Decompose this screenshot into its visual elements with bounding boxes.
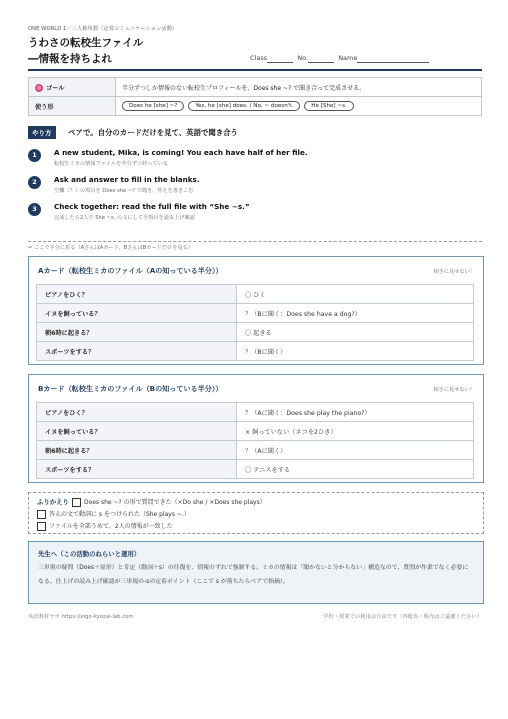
table-row <box>37 323 474 342</box>
card-a-note: 相手に見せない！ <box>433 269 475 275</box>
form-pill-answer: Yes, he [she] does. / No, ~ doesn't. <box>188 101 300 111</box>
reflection-item <box>37 509 190 519</box>
teacher-notes-body: 三単現の疑問（Does＋原形）と肯定（動詞＋s）の往復を、情報のずれで強制する。ミカの情報は「聞かないと分からない」構造なので、質問が作業でなく必要になる。仕上げの読み上げ確認が三単現の-sの定着ポイント（ここで s が落ちたらペアで指摘）。 <box>38 565 469 585</box>
worksheet-subtitle: ―情報を持ちよれ <box>28 53 112 65</box>
goal-label-cell <box>29 78 116 97</box>
question-cell: ピアノをひく？ <box>37 285 237 304</box>
answer-cell[interactable]: 〇 起きる <box>237 323 474 342</box>
table-row <box>37 441 474 460</box>
step-note: 転校生ミカの情報ファイルを半分ずつ持っている <box>54 161 169 167</box>
step-number: 3 <box>28 203 41 216</box>
reflection-item <box>37 497 266 507</box>
question-cell: イヌを飼っている？ <box>37 422 237 441</box>
table-row <box>37 285 474 304</box>
question-cell: スポーツをする？ <box>37 342 237 361</box>
worksheet-title: うわさの転校生ファイル <box>28 37 144 49</box>
worksheet-page <box>28 18 482 620</box>
footer-site: 英語教材ラボ https://eigo-kyozai-lab.com <box>28 614 134 620</box>
class-label: Class <box>250 54 268 62</box>
form-label: 使う形 <box>29 97 116 116</box>
step-note: 完成したら2人で She ~s. の文にして全項目を読み上げ確認 <box>54 215 195 221</box>
question-cell: 朝6時に起きる？ <box>37 441 237 460</box>
footer-terms: 学校・授業での利用は自由です（再配布・販売はご遠慮ください） <box>323 614 482 620</box>
card-b-title: Bカード（転校生ミカのファイル（Bの知っている半分）） <box>38 384 223 393</box>
fold-instruction: ✂ ここで半分に折る（AさんはAカード、BさんはBカードだけを見る） <box>28 245 193 251</box>
answer-cell[interactable]: 〇 テニスをする <box>237 460 474 479</box>
goal-text: 半分ずつしか情報のない転校生プロフィールを、Does she ~? で聞き合って完成させる。 <box>116 78 482 97</box>
question-cell: 朝6時に起きる？ <box>37 323 237 342</box>
name-label: Name <box>338 54 358 62</box>
step-note: 空欄（？）の項目を Does she ~? で聞き、答えを書きこむ <box>54 188 194 194</box>
reflection-text: ファイルを全部うめて、2人の情報が一致した <box>49 523 173 530</box>
step-instruction: Ask and answer to fill in the blanks. <box>54 175 200 184</box>
table-row <box>37 304 474 323</box>
goal-table <box>28 77 482 116</box>
form-pill-statement: He [She] ~s. <box>304 101 354 111</box>
card-b <box>28 374 484 483</box>
checkbox-icon[interactable] <box>37 510 46 519</box>
number-label: No. <box>297 54 309 62</box>
card-b-table <box>36 402 474 479</box>
header-rule <box>28 69 482 71</box>
reflection-text: 答えの文で動詞に s をつけられた（She plays ~.） <box>49 511 190 518</box>
student-info-line <box>250 54 429 63</box>
teacher-notes <box>28 541 484 604</box>
table-row <box>37 403 474 422</box>
goal-label: ゴール <box>46 84 65 92</box>
reflection-box <box>28 492 484 534</box>
reflection-text: Does she ~? の形で質問できた（×Do she / ×Does she plays） <box>83 499 266 506</box>
howto-badge: やり方 <box>28 126 56 139</box>
table-row <box>37 422 474 441</box>
step-instruction: A new student, Mika, is coming! You each have half of her file. <box>54 148 308 157</box>
card-a <box>28 256 484 365</box>
form-pill-question: Does he [she] ~? <box>122 101 184 111</box>
question-cell: スポーツをする？ <box>37 460 237 479</box>
answer-cell[interactable]: ？（Aに聞く） <box>237 441 474 460</box>
answer-cell[interactable]: ？（Aに聞く：Does she play the piano?） <box>237 403 474 422</box>
table-row <box>37 342 474 361</box>
card-b-note: 相手に見せない！ <box>433 387 475 393</box>
series-label: ONE WORLD 1／三人称単数（定着コミュニケーション活動） <box>28 26 178 32</box>
reflection-item <box>37 521 173 531</box>
worksheet-header <box>28 18 482 70</box>
answer-cell[interactable]: × 飼っていない（ネコを2ひき） <box>237 422 474 441</box>
answer-cell[interactable]: ？（Bに聞く） <box>237 342 474 361</box>
class-blank[interactable] <box>267 54 293 63</box>
fold-line <box>28 241 482 242</box>
form-pills <box>116 97 482 116</box>
step-number: 2 <box>28 176 41 189</box>
step-instruction: Check together: read the full file with “She ~s.” <box>54 202 250 211</box>
answer-cell[interactable]: 〇 ひく <box>237 285 474 304</box>
howto-heading <box>28 126 482 140</box>
step-number: 1 <box>28 149 41 162</box>
card-a-table <box>36 284 474 361</box>
teacher-notes-title: 先生へ（この活動のねらいと運用） <box>38 550 141 558</box>
name-blank[interactable] <box>357 54 429 63</box>
target-icon: ◎ <box>36 84 42 91</box>
question-cell: イヌを飼っている？ <box>37 304 237 323</box>
number-blank[interactable] <box>308 54 334 63</box>
checkbox-icon[interactable] <box>37 522 46 531</box>
reflection-label: ふりかえり <box>37 498 69 506</box>
card-a-title: Aカード（転校生ミカのファイル（Aの知っている半分）） <box>38 266 223 275</box>
table-row <box>37 460 474 479</box>
answer-cell[interactable]: ？（Bに聞く：Does she have a dog?） <box>237 304 474 323</box>
howto-text: ペアで。自分のカードだけを見て、英語で聞き合う <box>68 128 238 137</box>
question-cell: ピアノをひく？ <box>37 403 237 422</box>
checkbox-icon[interactable] <box>72 498 81 507</box>
